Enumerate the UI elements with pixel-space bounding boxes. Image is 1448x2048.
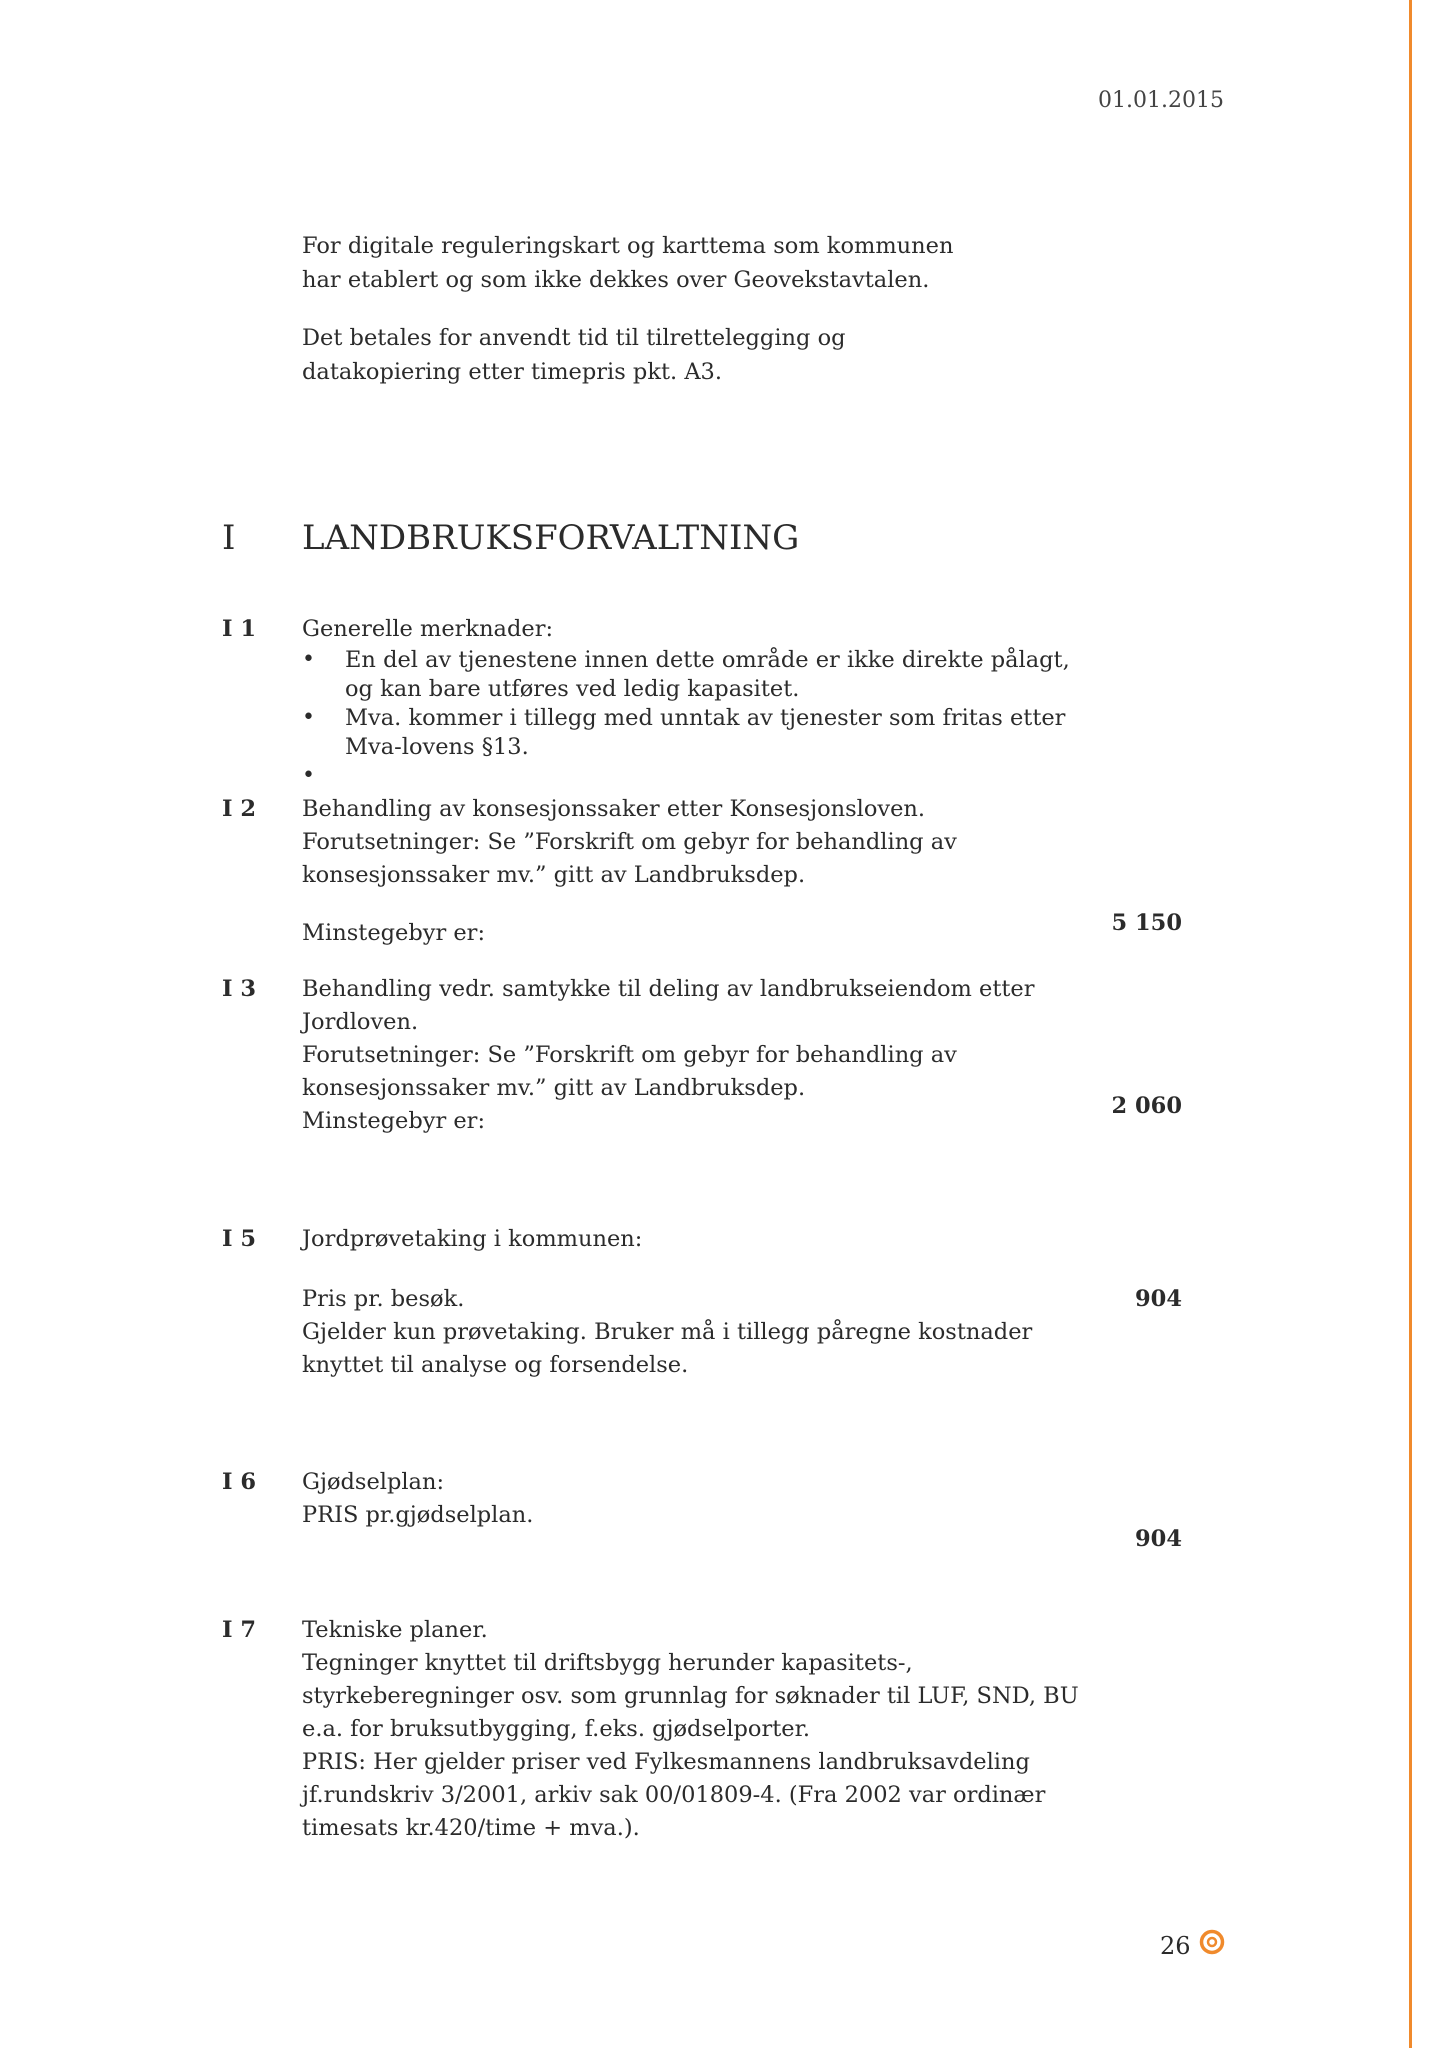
bullet-icon: • [302,763,315,788]
i1-bullet-2-line-2: Mva-lovens §13. [345,734,529,760]
bullet-icon: • [302,647,315,672]
section-title: LANDBRUKSFORVALTNING [302,518,800,558]
i7-line-7: timesats kr.420/time + mva.). [302,1815,640,1841]
i5-price: 904 [1135,1286,1182,1312]
item-code-i5: I 5 [222,1226,257,1252]
i1-title: Generelle merknader: [302,616,554,642]
item-code-i1: I 1 [222,616,257,642]
i1-bullet-2-line-1: Mva. kommer i tillegg med unntak av tjenester som fritas etter [345,705,1066,731]
item-code-i6: I 6 [222,1469,257,1495]
i2-min-label: Minstegebyr er: [302,920,486,946]
orange-ring-icon [1199,1929,1225,1955]
i7-line-6: jf.rundskriv 3/2001, arkiv sak 00/01809-4. (Fra 2002 var ordinær [302,1782,1046,1808]
intro-line-4: datakopiering etter timepris pkt. A3. [302,359,723,385]
intro-line-2: har etablert og som ikke dekkes over Geovekstavtalen. [302,267,930,293]
i2-line-2: Forutsetninger: Se ”Forskrift om gebyr for behandling av [302,829,957,855]
i3-line-2: Jordloven. [302,1009,419,1035]
item-code-i7: I 7 [222,1617,257,1643]
i7-line-5: PRIS: Her gjelder priser ved Fylkesmannens landbruksavdeling [302,1749,1030,1775]
i7-line-4: e.a. for bruksutbygging, f.eks. gjødselporter. [302,1716,811,1742]
i5-title: Jordprøvetaking i kommunen: [302,1226,643,1252]
i3-line-1: Behandling vedr. samtykke til deling av landbrukseiendom etter [302,976,1035,1002]
i2-price: 5 150 [1111,910,1182,936]
i1-bullet-1-line-2: og kan bare utføres ved ledig kapasitet. [345,676,800,702]
i7-line-2: Tegninger knyttet til driftsbygg herunder kapasitets-, [302,1650,913,1676]
i6-title: Gjødselplan: [302,1469,445,1495]
intro-line-3: Det betales for anvendt tid til tilrettelegging og [302,325,846,351]
i5-line-2: Gjelder kun prøvetaking. Bruker må i tillegg påregne kostnader [302,1319,1033,1345]
page-edge-line [1409,0,1412,2048]
i5-line-1: Pris pr. besøk. [302,1286,465,1312]
page-number: 26 [1160,1932,1191,1960]
i7-line-3: styrkeberegninger osv. som grunnlag for søknader til LUF, SND, BU [302,1683,1079,1709]
i5-line-3: knyttet til analyse og forsendelse. [302,1352,689,1378]
i3-min-label: Minstegebyr er: [302,1108,486,1134]
section-code: I [222,518,236,558]
i3-line-3: Forutsetninger: Se ”Forskrift om gebyr for behandling av [302,1042,957,1068]
intro-line-1: For digitale reguleringskart og karttema som kommunen [302,233,954,259]
i2-line-3: konsesjonssaker mv.” gitt av Landbruksdep. [302,862,806,888]
bullet-icon: • [302,705,315,730]
i2-line-1: Behandling av konsesjonssaker etter Konsesjonsloven. [302,796,926,822]
i6-line-1: PRIS pr.gjødselplan. [302,1502,534,1528]
header-date: 01.01.2015 [1098,88,1224,113]
i7-line-1: Tekniske planer. [302,1617,488,1643]
i1-bullet-1-line-1: En del av tjenestene innen dette område er ikke direkte pålagt, [345,647,1070,673]
i6-price: 904 [1135,1526,1182,1552]
item-code-i2: I 2 [222,796,257,822]
i3-line-4: konsesjonssaker mv.” gitt av Landbruksdep. [302,1075,806,1101]
item-code-i3: I 3 [222,976,257,1002]
i3-price: 2 060 [1111,1093,1182,1119]
